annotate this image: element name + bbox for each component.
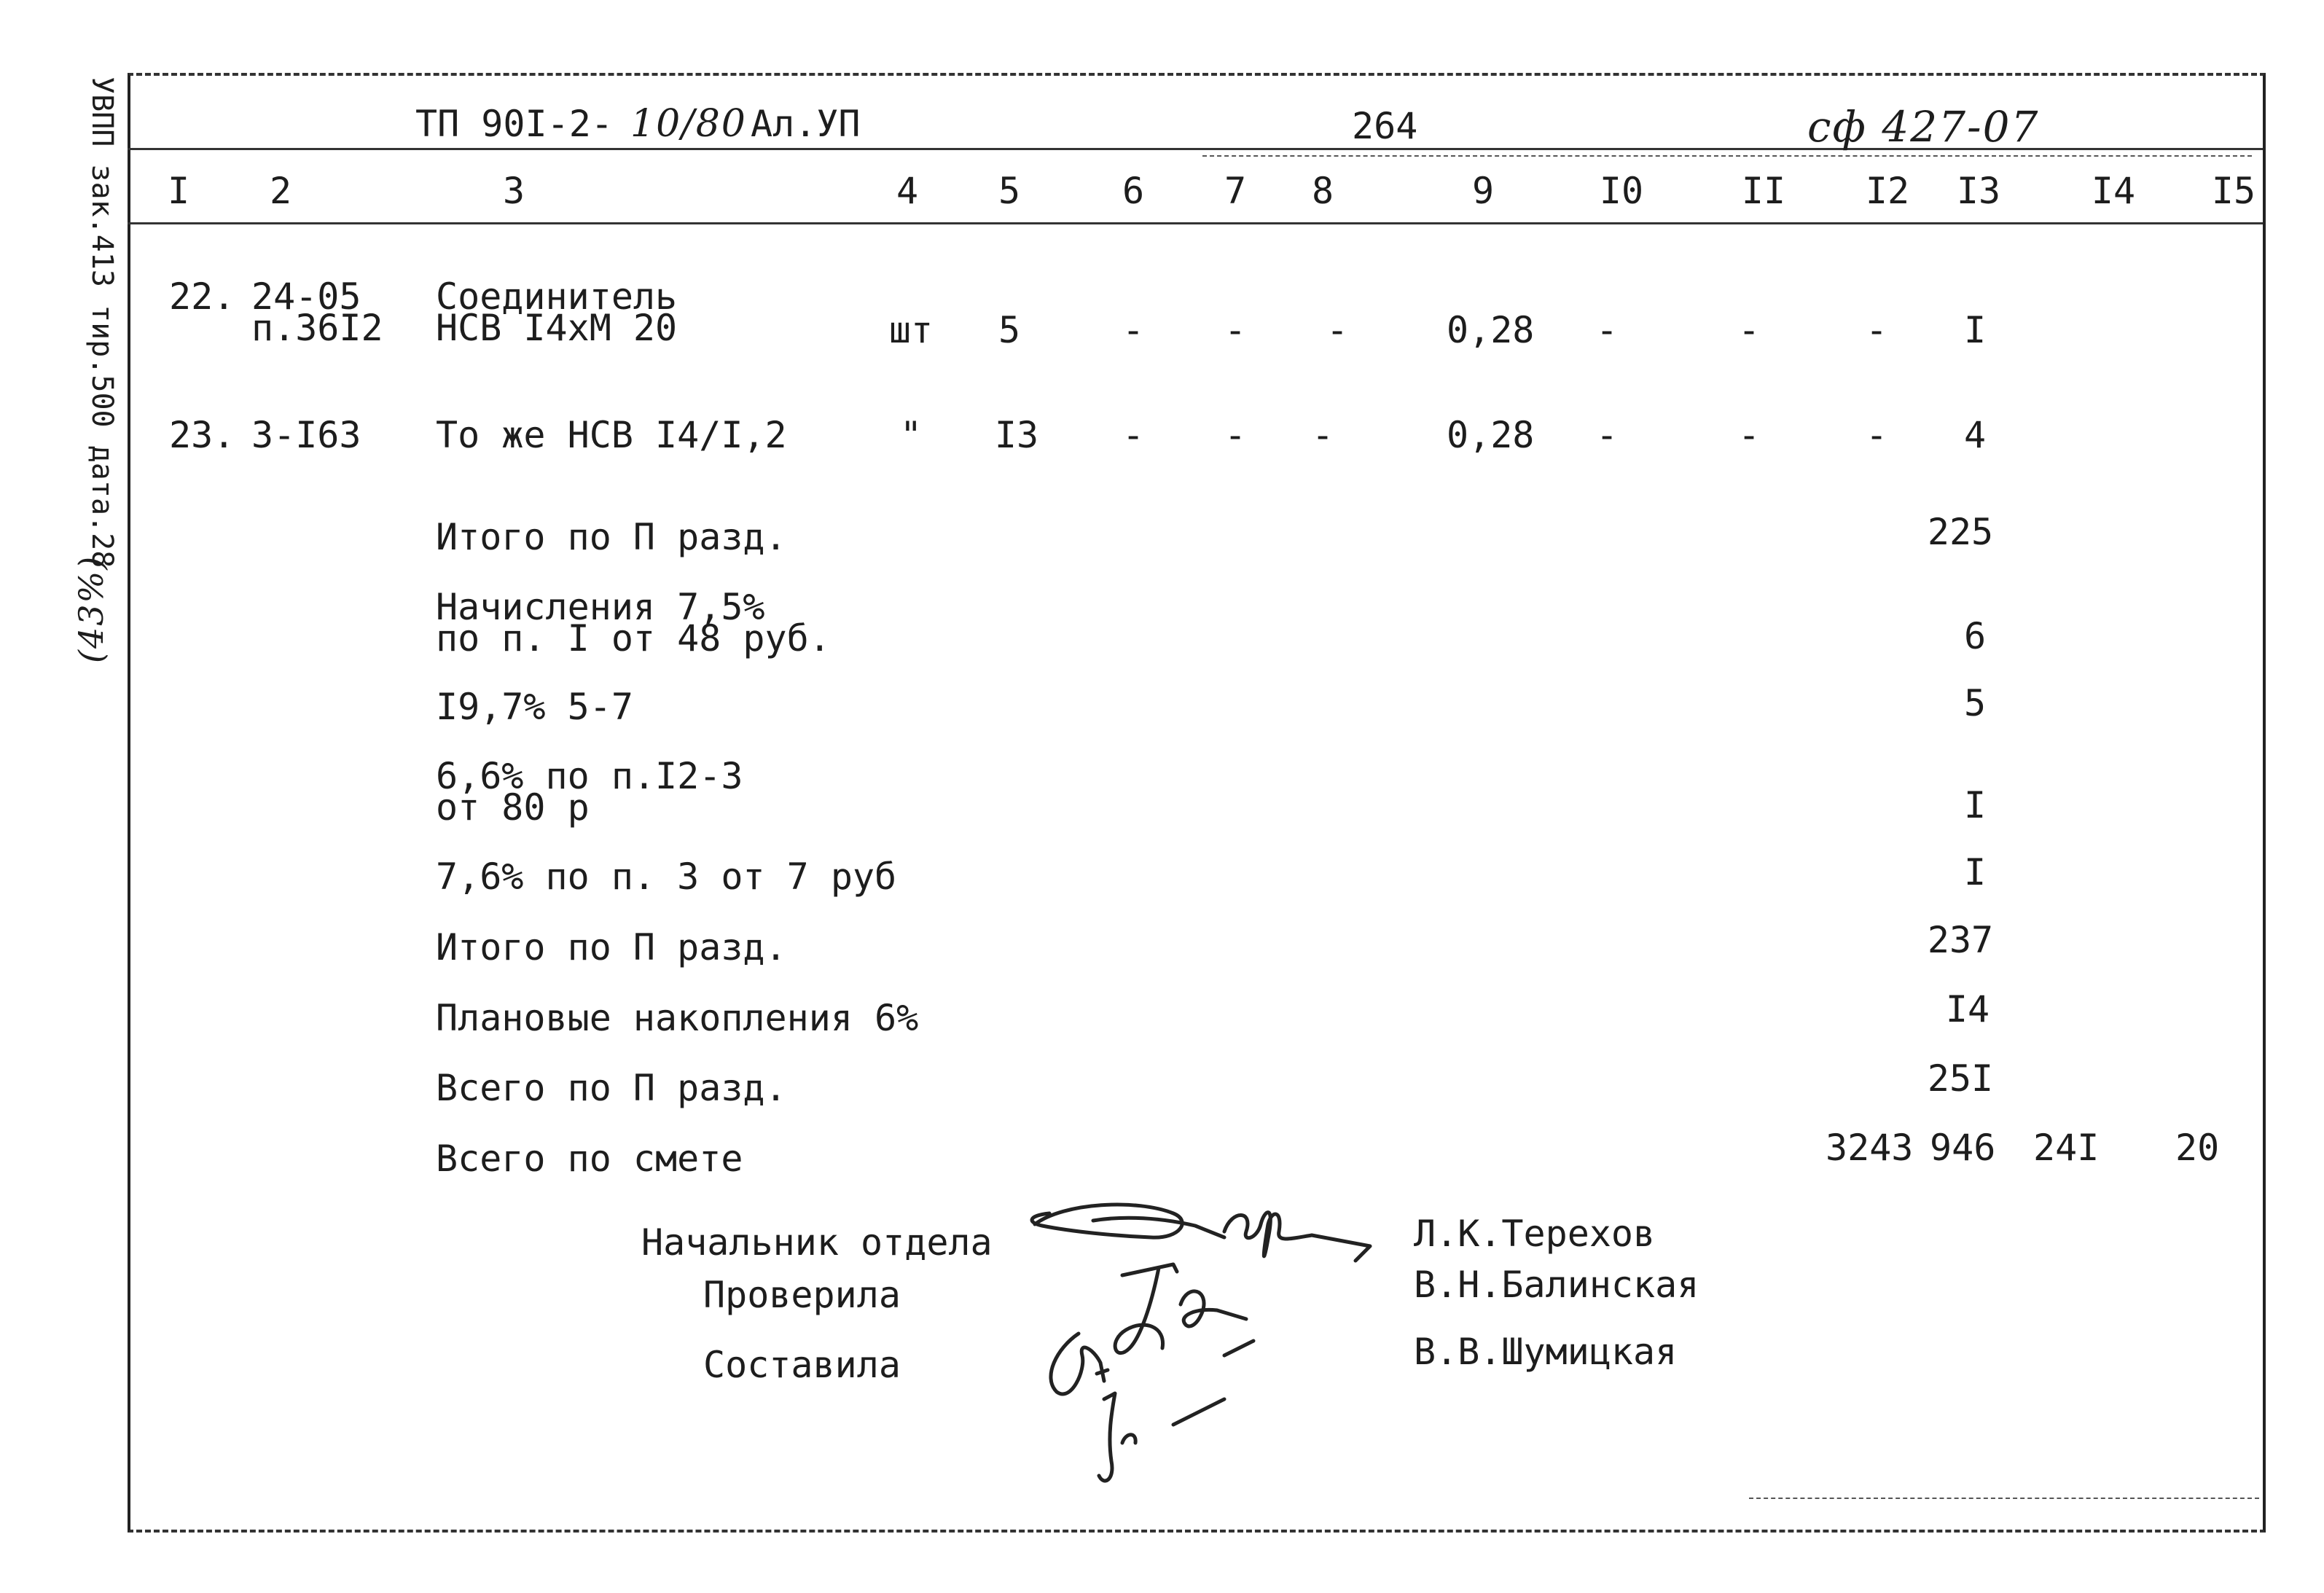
row-col-12: -	[1865, 309, 1888, 351]
print-stamp: УВПП зак.413 тир.500 дата.28	[85, 77, 119, 568]
summary-value: I	[1963, 784, 1987, 826]
col-header-15: I5	[2211, 170, 2256, 212]
row-col-6: -	[1122, 414, 1145, 456]
summary-value: 237	[1927, 919, 1994, 961]
margin-stamp	[29, 73, 119, 670]
column-header-divider	[128, 222, 2263, 224]
summary-value-col-14: 24I	[2033, 1127, 2100, 1169]
summary-value: I4	[1945, 988, 1990, 1030]
signatory-role: Составила	[703, 1344, 901, 1386]
row-col-7: -	[1224, 309, 1247, 351]
signatory-role: Начальник отдела	[641, 1221, 993, 1264]
col-header-14: I4	[2091, 170, 2136, 212]
row-name-line-1: Соединитель	[436, 275, 678, 318]
row-col-10: -	[1595, 414, 1619, 456]
row-col-7: -	[1224, 414, 1247, 456]
summary-label: Итого по П разд.	[436, 516, 787, 558]
summary-label: Плановые накопления 6%	[436, 997, 919, 1039]
summary-value: I	[1963, 851, 1987, 893]
row-col-10: -	[1595, 309, 1619, 351]
row-code-line-1: 3-I63	[251, 414, 361, 456]
summary-label: 7,6% по п. 3 от 7 руб	[436, 856, 897, 898]
handwritten-percent-note: (43%)	[71, 555, 111, 663]
col-header-5: 5	[998, 170, 1021, 212]
summary-label-line-2: от 80 р	[436, 786, 590, 829]
row-name-line-1: То же НСВ I4/I,2	[436, 414, 787, 456]
project-code-handwritten: 10/80	[630, 102, 747, 146]
summary-value-col-15: 20	[2175, 1127, 2220, 1169]
summary-value-col-13: 946	[1930, 1127, 1996, 1169]
row-col-8: -	[1311, 414, 1334, 456]
row-col-6: -	[1122, 309, 1145, 351]
bottom-rule	[1749, 1498, 2259, 1499]
handwritten-signatures	[1006, 1181, 1414, 1516]
row-col-9: 0,28	[1447, 414, 1535, 456]
col-header-2: 2	[269, 170, 292, 212]
row-col-13: I	[1963, 309, 1987, 351]
col-header-10: I0	[1599, 170, 1644, 212]
col-header-9: 9	[1471, 170, 1495, 212]
signatory-name: Л.К.Терехов	[1414, 1213, 1656, 1255]
row-col-5: 5	[998, 309, 1021, 351]
summary-label: Всего по смете	[436, 1138, 743, 1180]
col-header-12: I2	[1865, 170, 1910, 212]
row-col-8: -	[1326, 309, 1349, 351]
summary-label: Всего по П разд.	[436, 1067, 787, 1109]
summary-value: 25I	[1927, 1057, 1994, 1100]
summary-label: I9,7% 5-7	[436, 686, 633, 728]
row-col-5: I3	[994, 414, 1039, 456]
col-header-3: 3	[502, 170, 525, 212]
row-col-9: 0,28	[1447, 309, 1535, 351]
row-name-line-2: НСВ I4хМ 20	[436, 307, 678, 349]
summary-value-col-12: 3243	[1826, 1127, 1914, 1169]
album-number: Ал.УП	[751, 103, 861, 145]
summary-value: 6	[1963, 615, 1987, 657]
column-header-top-rule	[1202, 155, 2252, 157]
row-col-13: 4	[1963, 414, 1987, 456]
row-number: 23.	[169, 414, 235, 456]
summary-value: 225	[1927, 511, 1994, 553]
row-number: 22.	[169, 275, 235, 318]
signatory-role: Проверила	[703, 1274, 901, 1316]
col-header-13: I3	[1956, 170, 2001, 212]
signatory-name: В.В.Шумицкая	[1414, 1331, 1678, 1373]
col-header-11: II	[1741, 170, 1786, 212]
col-header-7: 7	[1224, 170, 1247, 212]
summary-label: 6,6% по п.I2-3	[436, 755, 743, 797]
col-header-1: I	[167, 170, 190, 212]
summary-label-line-2: по п. I от 48 руб.	[436, 617, 831, 659]
signatory-name: В.Н.Балинская	[1414, 1264, 1699, 1306]
row-code-line-2: п.36I2	[251, 307, 383, 349]
summary-value: 5	[1963, 682, 1987, 724]
row-code-line-1: 24-05	[251, 275, 361, 318]
col-header-8: 8	[1311, 170, 1334, 212]
sheet-code: сф 427-07	[1807, 102, 2040, 152]
row-col-12: -	[1865, 414, 1888, 456]
summary-label: Начисления 7,5%	[436, 586, 765, 628]
col-header-6: 6	[1122, 170, 1145, 212]
row-col-11: -	[1737, 309, 1761, 351]
project-code: ТП 90I-2-	[415, 103, 613, 145]
page-number: 264	[1352, 105, 1418, 147]
col-header-4: 4	[896, 170, 919, 212]
row-col-11: -	[1737, 414, 1761, 456]
row-unit: "	[899, 414, 923, 456]
row-unit: шт	[888, 309, 934, 351]
summary-label: Итого по П разд.	[436, 926, 787, 968]
